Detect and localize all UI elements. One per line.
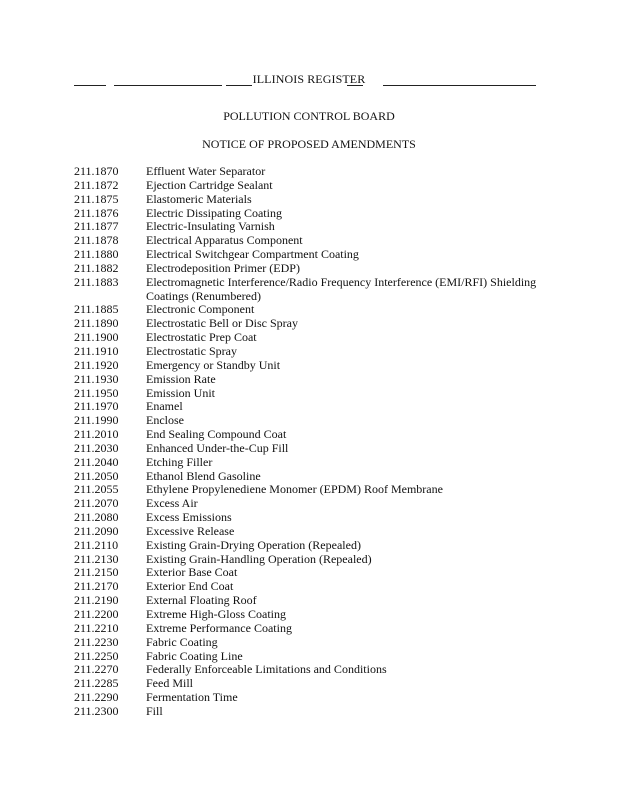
section-row <box>74 705 554 719</box>
section-term: Enhanced Under-the-Cup Fill <box>146 440 289 455</box>
section-term: Fabric Coating Line <box>146 648 243 663</box>
section-term: Ethanol Blend Gasoline <box>146 468 261 483</box>
section-term: Electronic Component <box>146 302 255 317</box>
section-row <box>74 511 554 525</box>
register-title: ILLINOIS REGISTER <box>252 72 366 86</box>
section-number: 211.2250 <box>74 648 119 663</box>
section-number: 211.2300 <box>74 703 119 718</box>
section-list <box>74 165 554 719</box>
board-title: POLLUTION CONTROL BOARD <box>223 109 395 123</box>
section-number: 211.1920 <box>74 357 119 372</box>
section-row <box>74 497 554 511</box>
section-term: Electric Dissipating Coating <box>146 205 282 220</box>
section-term: Fermentation Time <box>146 690 238 705</box>
section-number: 211.2290 <box>74 690 119 705</box>
section-term: Electrical Switchgear Compartment Coating <box>146 247 359 262</box>
section-row <box>74 387 554 401</box>
section-number: 211.1990 <box>74 413 119 428</box>
section-number: 211.1900 <box>74 330 119 345</box>
section-number: 211.2030 <box>74 440 119 455</box>
section-number: 211.2070 <box>74 496 119 511</box>
section-number: 211.2170 <box>74 579 119 594</box>
section-term: Electrostatic Prep Coat <box>146 330 257 345</box>
notice-title: NOTICE OF PROPOSED AMENDMENTS <box>202 137 416 151</box>
section-term: Exterior Base Coat <box>146 565 238 580</box>
section-number: 211.2230 <box>74 634 119 649</box>
section-row <box>74 400 554 414</box>
section-row <box>74 594 554 608</box>
section-number: 211.1883 <box>74 274 119 289</box>
section-term: Electromagnetic Interference/Radio Frequency Interference (EMI/RFI) Shielding Coatings (Renumbered) <box>146 274 537 303</box>
section-row <box>74 677 554 691</box>
section-row <box>74 262 554 276</box>
section-number: 211.1872 <box>74 177 119 192</box>
section-number: 211.1950 <box>74 385 119 400</box>
section-term: Extreme High-Gloss Coating <box>146 607 286 621</box>
section-number: 211.1876 <box>74 205 119 220</box>
section-term: Ethylene Propylenediene Monomer (EPDM) Roof Membrane <box>146 482 443 497</box>
section-term: Fill <box>146 703 163 718</box>
section-row <box>74 663 554 677</box>
section-row <box>74 470 554 484</box>
section-row <box>74 539 554 553</box>
section-row <box>74 165 554 179</box>
section-term: Exterior End Coat <box>146 579 234 594</box>
section-row <box>74 525 554 539</box>
section-row <box>74 414 554 428</box>
section-number: 211.1877 <box>74 219 119 234</box>
section-term: Excessive Release <box>146 523 235 538</box>
section-number: 211.2210 <box>74 620 119 635</box>
section-number: 211.2190 <box>74 593 119 608</box>
section-term: Electric-Insulating Varnish <box>146 219 275 234</box>
section-number: 211.2150 <box>74 565 119 580</box>
section-term: External Floating Roof <box>146 593 257 608</box>
section-term: Electrical Apparatus Component <box>146 233 303 248</box>
section-row <box>74 193 554 207</box>
section-number: 211.1880 <box>74 247 119 262</box>
section-number: 211.2110 <box>74 537 119 552</box>
section-row <box>74 359 554 373</box>
section-term: Feed Mill <box>146 676 193 691</box>
section-number: 211.1885 <box>74 302 119 317</box>
section-number: 211.2050 <box>74 468 119 483</box>
section-row <box>74 234 554 248</box>
section-term: Emergency or Standby Unit <box>146 357 281 372</box>
section-term: Existing Grain-Handling Operation (Repealed) <box>146 551 372 566</box>
section-number: 211.1878 <box>74 233 119 248</box>
section-term: Excess Air <box>146 496 198 511</box>
section-number: 211.2055 <box>74 482 119 497</box>
section-number: 211.2200 <box>74 607 119 621</box>
section-row <box>74 691 554 705</box>
section-row <box>74 345 554 359</box>
section-term: Electrostatic Spray <box>146 343 237 358</box>
section-row <box>74 650 554 664</box>
section-term: Enamel <box>146 399 183 414</box>
section-row <box>74 580 554 594</box>
section-term: Existing Grain-Drying Operation (Repealed) <box>146 537 361 552</box>
section-number: 211.1930 <box>74 371 119 386</box>
section-number: 211.2040 <box>74 454 119 469</box>
section-row <box>74 179 554 193</box>
section-term: Federally Enforceable Limitations and Conditions <box>146 662 387 677</box>
section-row <box>74 566 554 580</box>
section-term: Effluent Water Separator <box>146 164 266 178</box>
section-number: 211.2130 <box>74 551 119 566</box>
section-number: 211.2285 <box>74 676 119 691</box>
section-number: 211.2090 <box>74 523 119 538</box>
section-term: Extreme Performance Coating <box>146 620 292 635</box>
section-term: Emission Rate <box>146 371 216 386</box>
section-row <box>74 276 554 304</box>
section-term: Electrodeposition Primer (EDP) <box>146 260 300 275</box>
section-term: Enclose <box>146 413 184 428</box>
section-number: 211.2080 <box>74 510 119 525</box>
section-term: Elastomeric Materials <box>146 191 252 206</box>
section-row <box>74 608 554 622</box>
section-row <box>74 636 554 650</box>
section-number: 211.1890 <box>74 316 119 331</box>
section-number: 211.2010 <box>74 427 119 442</box>
section-number: 211.1882 <box>74 260 119 275</box>
section-row <box>74 456 554 470</box>
section-number: 211.2270 <box>74 662 119 677</box>
section-term: Electrostatic Bell or Disc Spray <box>146 316 298 331</box>
section-number: 211.1910 <box>74 343 119 358</box>
section-row <box>74 317 554 331</box>
section-number: 211.1870 <box>74 164 119 178</box>
section-row <box>74 248 554 262</box>
section-term: Etching Filler <box>146 454 213 469</box>
section-row <box>74 442 554 456</box>
section-row <box>74 331 554 345</box>
section-term: Emission Unit <box>146 385 216 400</box>
section-number: 211.1970 <box>74 399 119 414</box>
section-term: Excess Emissions <box>146 510 232 525</box>
section-term: Fabric Coating <box>146 634 218 649</box>
section-number: 211.1875 <box>74 191 119 206</box>
section-row <box>74 553 554 567</box>
section-term: End Sealing Compound Coat <box>146 427 287 442</box>
section-row <box>74 622 554 636</box>
section-term: Ejection Cartridge Sealant <box>146 177 273 192</box>
section-row <box>74 428 554 442</box>
section-row <box>74 220 554 234</box>
section-row <box>74 207 554 221</box>
section-row <box>74 373 554 387</box>
section-row <box>74 303 554 317</box>
section-row <box>74 483 554 497</box>
